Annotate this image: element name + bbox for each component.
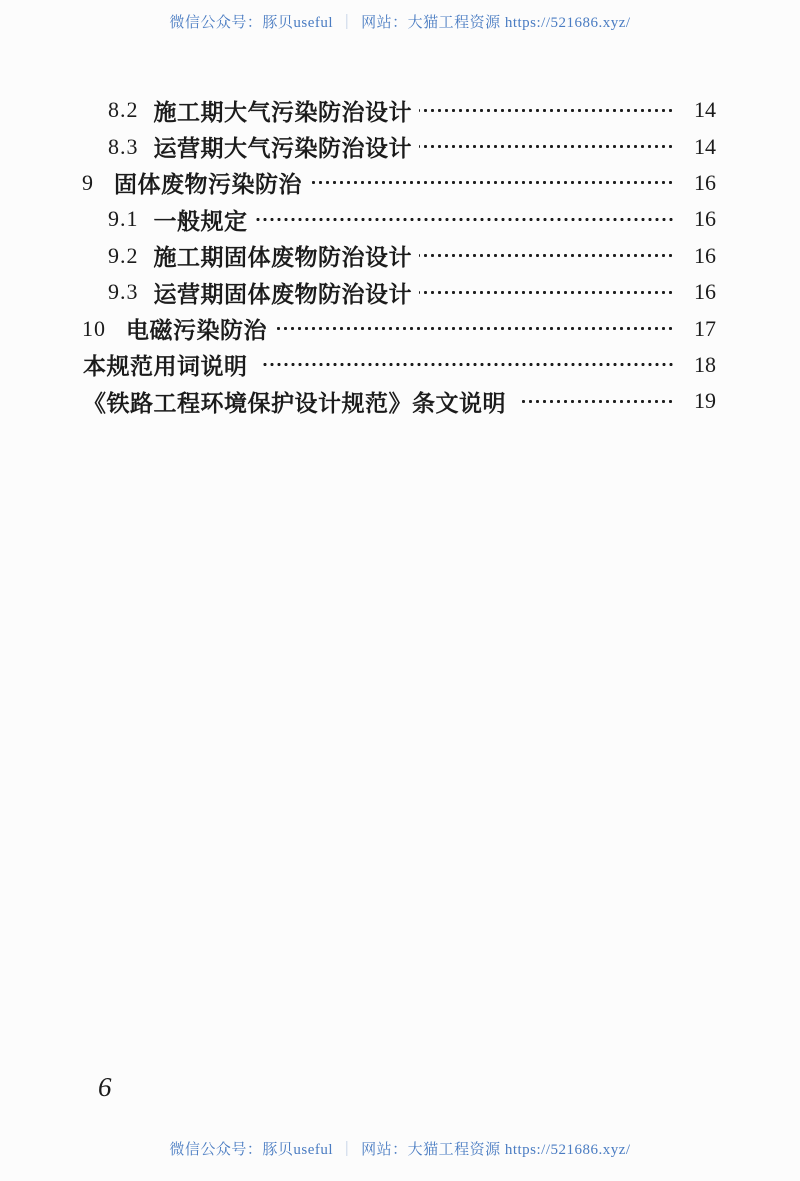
toc-dot-leader — [309, 165, 674, 201]
toc-entry-number: 9.2 — [108, 242, 139, 268]
toc-entry — [0, 165, 800, 201]
toc-entry-title: 一般规定 — [153, 208, 248, 234]
toc-entry — [0, 238, 800, 274]
toc-entry-title: 《铁路工程环境保护设计规范》条文说明 — [83, 390, 506, 416]
toc-dot-leader — [419, 274, 674, 310]
toc-dot-leader — [255, 201, 675, 237]
footer-watermark — [0, 1142, 800, 1159]
toc-entry-page: 16 — [694, 242, 716, 268]
toc-entry — [0, 128, 800, 164]
footer-site-text: 网站：大猫工程资源 https://521686.xyz/ — [361, 1142, 631, 1158]
toc-entry-page: 16 — [694, 279, 716, 305]
footer-separator: ｜ — [339, 1142, 355, 1158]
toc-dot-leader — [274, 310, 674, 346]
toc-entry-page: 18 — [694, 351, 716, 377]
toc-entry-page: 14 — [694, 133, 716, 159]
toc-entry-number: 9 — [82, 169, 94, 195]
header-watermark — [0, 15, 800, 32]
toc-entry — [0, 274, 800, 310]
page-number: 6 — [98, 1072, 112, 1102]
toc-dot-leader — [261, 347, 675, 383]
toc-entry-page: 14 — [694, 97, 716, 123]
toc-entry-page: 19 — [694, 388, 716, 414]
toc-entry-title: 运营期大气污染防治设计 — [153, 136, 412, 162]
toc-entry-number: 8.3 — [108, 133, 139, 159]
toc-dot-leader — [519, 383, 674, 419]
toc-entry-page: 16 — [694, 206, 716, 232]
toc-entry — [0, 201, 800, 237]
toc-entry-page: 16 — [694, 169, 716, 195]
toc-entry-title: 固体废物污染防治 — [114, 172, 302, 198]
toc-dot-leader — [419, 128, 674, 164]
toc-entry-number: 8.2 — [108, 97, 139, 123]
toc-entry — [0, 310, 800, 346]
header-site-text: 网站：大猫工程资源 https://521686.xyz/ — [361, 15, 631, 31]
toc-entry — [0, 92, 800, 128]
toc-entry-title: 运营期固体废物防治设计 — [153, 281, 412, 307]
header-wechat-text: 微信公众号：豚贝useful — [169, 15, 334, 31]
toc-entry-number: 9.3 — [108, 279, 139, 305]
toc-entry-title: 本规范用词说明 — [83, 354, 248, 380]
toc-entry — [0, 347, 800, 383]
toc-entry-number: 10 — [82, 315, 106, 341]
toc-entry-title: 施工期大气污染防治设计 — [153, 99, 412, 125]
toc-entry-page: 17 — [694, 315, 716, 341]
toc-entry-title: 施工期固体废物防治设计 — [153, 245, 412, 271]
toc-entry — [0, 383, 800, 419]
toc-dot-leader — [419, 92, 674, 128]
table-of-contents — [0, 92, 800, 420]
toc-dot-leader — [419, 238, 674, 274]
footer-wechat-text: 微信公众号：豚贝useful — [169, 1142, 334, 1158]
toc-entry-number: 9.1 — [108, 206, 139, 232]
toc-entry-title: 电磁污染防治 — [126, 318, 267, 344]
header-separator: ｜ — [339, 15, 355, 31]
